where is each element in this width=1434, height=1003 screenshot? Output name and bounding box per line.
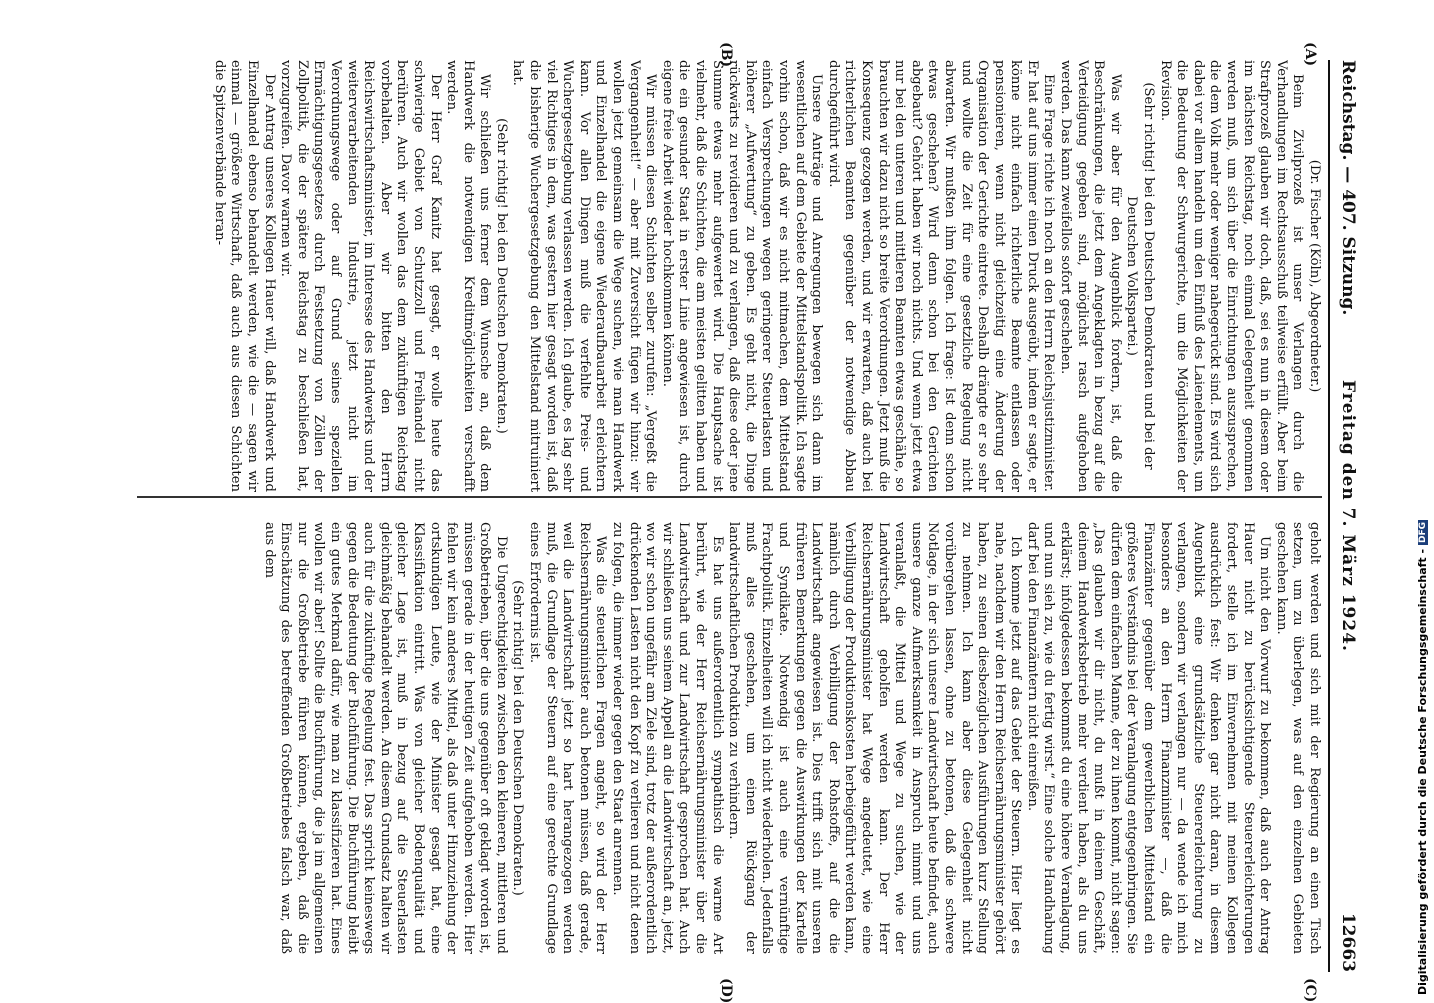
page-header [1330, 60, 1364, 972]
header-date: Freitag den 7. März 1924. [1338, 380, 1358, 652]
paragraph: Beim Zivilprozeß ist unser Verlangen durch die Verhandlungen im Rechtsausschuß teilweise erfüllt. Aber beim Strafprozeß glauben wir doch, daß, sei es nun in diesem oder im nächsten Reichstag, noch einmal Gelegenheit genommen werden muß, um sich über die Einrichtungen auszusprechen, die dem Volk mehr oder weniger nahegerückt sind. Es wird sich dabei vor allem handeln um den Einfluß des Laienelements, um die Bedeutung der Schwurgerichte, um die Möglichkeiten der Revision. [1157, 60, 1306, 492]
paragraph: geholt werden und sich mit der Regierung an einen Tisch setzen, um zu überlegen, was auf den einzelnen Gebieten geschehen kann. [1273, 522, 1322, 954]
margin-marker-d: (D) [718, 978, 734, 1003]
paragraph: Wir müssen diesen Schichten selber zurufen: „Vergeßt die Vergangenheit!“ — aber mit Zuversicht fügen wir hinzu: wir wollen jetzt gemeinsam die Wege suchen, wie man Handwerk und Einzelhandel die eigene Wiederaufbauarbeit erleichtern kann. Vor allen Dingen muß die verfehlte Preis- und Wuchergesetzgebung verlassen werden. Ich glaube, es lag sehr viel Richtiges in dem, was gestern hier gesagt worden ist, daß die bisherige Wuchergesetzgebung den Mittelstand mitruiniert hat. [510, 60, 659, 492]
paragraph: Was wir aber für den Augenblick fordern, ist, daß die Beschränkungen, die jetzt dem Angeklagten in bezug auf die Verteidigung gegeben sind, möglichst rasch aufgehoben werden. Das kann zweifellos sofort geschehen. [1058, 60, 1123, 492]
margin-marker-a: (A) [1302, 42, 1318, 67]
header-title: Reichstag. — 407. Sitzung. [1338, 60, 1358, 316]
paragraph: Ich komme jetzt auf das Gebiet der Steuern. Hier liegt es nahe, nachdem wir den Herrn Reichsernährungsminister gehört haben, zu seinen diesbezüglichen Ausführungen kurz Stellung zu nehmen. Ich kann aber diese Gelegenheit nicht vorübergehen lassen, ohne zu betonen, daß die schwere Notlage, in der sich unsere Landwirtschaft heute befindet, auch unsere ganze Aufmerksamkeit in Anspruch nimmt und uns veranlaßt, die Mittel und Wege zu suchen, wie der Landwirtschaft geholfen werden kann. Der Herr Reichsernährungsminister hat Wege angedeutet, wie eine Verbilligung der Produktionskosten herbeigeführt werden kann, nämlich durch Verbilligung der Rohstoffe, auf die die Landwirtschaft angewiesen ist. Dies trifft sich mit unseren früheren Bemerkungen gegen die Auswirkungen der Kartelle und Syndikate. Notwendig ist auch eine vernünftige Frachtpolitik. Einzelheiten will ich nicht wiederholen. Jedenfalls muß alles geschehen, um einen Rückgang der landwirtschaftlichen Produktion zu verhindern. [726, 522, 1024, 954]
paragraph: Es hat uns außerordentlich sympathisch die warme Art berührt, wie der Herr Reichsernährungsminister über die Landwirtschaft und zur Landwirtschaft gesprochen hat. Auch wir schließen uns seinem Appell an die Landwirtschaft an, jetzt, wo wir schon ungefähr am Ziele sind, trotz der außerordentlich drückenden Lasten nicht den Kopf zu verlieren und nicht denen zu folgen, die immer wieder gegen den Staat anrennen. [610, 522, 725, 954]
paragraph: Wir schließen uns ferner dem Wunsche an, daß dem Handwerk die notwendigen Kreditmöglichkeiten verschafft werden. [444, 60, 493, 492]
page-number: 12663 [1338, 912, 1358, 972]
paragraph: (Dr. Fischer (Köln), Abgeordneter.) [1307, 159, 1322, 393]
right-column [137, 522, 1322, 954]
paragraph: Was die steuerlichen Fragen angeht, so wird der Herr Reichsernährungsminister auch betonen müssen, daß gerade, weil die Landwirtschaft jetzt so hart herangezogen werden muß, die Grundlage der Steuern auf eine gerechte Grundlage eines Erfordernis ist. [527, 522, 609, 954]
paragraph: (Sehr richtig! bei den Deutschen Demokraten.) [510, 580, 526, 896]
header-rule [1328, 60, 1330, 972]
left-column [137, 60, 1322, 492]
margin-marker-b: (B) [718, 42, 734, 68]
paragraph: (Sehr richtig! bei den Deutschen Demokraten und bei der Deutschen Volkspartei.) [1124, 82, 1157, 470]
margin-marker-c: (C) [1302, 978, 1318, 1003]
paragraph: Um nicht den Vorwurf zu bekommen, daß auch der Antrag Hauer nicht zu berücksichtigende Steuererleichterungen fordert, stelle ich im Einvernehmen mit meinen Kollegen ausdrücklich fest: Wir denken gar nicht daran, in diesem Augenblick eine grundsätzliche Steuererleichterung zu verlangen, sondern wir verlangen nur — da wende ich mich besonders an den Herrn Finanzminister —, daß die Finanzämter gegenüber dem gewerblichen Mittelstand ein größeres Verständnis bei der Veranlagung entgegenbringen. Sie dürfen dem einfachen Manne, der zu ihnen kommt, nicht sagen: „Das glauben wir dir nicht, du mußt in deinem Geschäft, deinem Handwerksbetrieb mehr verdient haben, als du uns erklärst; infolgedessen bekommst du eine höhere Veranlagung, und nun sieh zu, wie du fertig wirst.“ Eine solche Handhabung darf bei den Finanzämtern nicht einreißen. [1024, 522, 1273, 954]
credit-text: Digitalisierung gefördert durch die Deutsche Forschungsgemeinschaft - [1416, 548, 1429, 995]
paragraph: Eine Frage richte ich noch an den Herrn Reichsjustizminister. Er hat auf uns immer einen Druck ausgeübt, indem er sagte, er könne nicht einfach richterliche Beamte entlassen oder pensionieren, wenn nicht gleichzeitig eine Änderung der Organisation der Gerichte eintrete. Deshalb drängte er so sehr und wollte die Zeit für eine gesetzliche Regelung nicht abwarten. Wir mußten ihm folgen. Ich frage: Ist denn schon etwas geschehen? Wird denn schon bei den Gerichten abgebaut? Gehört haben wir noch nichts. Und wenn jetzt etwa nur bei den unteren und mittleren Beamten etwas geschähe, so brauchten wir dazu nicht so breite Verordnungen. Jetzt muß die Konsequenz gezogen werden, und wir erwarten, daß auch bei richterlichen Beamten gegenüber der notwendige Abbau durchgeführt wird. [825, 60, 1057, 492]
dfg-logo: DFG [1418, 521, 1428, 543]
digitization-credit [1416, 520, 1429, 995]
column-divider [137, 496, 1322, 498]
paragraph: Unsere Anträge und Anregungen bewegen sich dann im wesentlichen auf dem Gebiete der Mittelstandspolitik. Ich sagte vorhin schon, daß wir es nicht mitmachen, dem Mittelstand einfach Versprechungen wegen geringerer Steuerlasten und höherer „Aufwertung“ zu geben. Es geht nicht, die Dinge rückwärts zu revidieren und zu verlangen, daß diese oder jene Summe etwas mehr aufgewertet wird. Die Hauptsache ist vielmehr, daß die Schichten, die am meisten gelitten haben und die ein gesunder Staat in erster Linie angewiesen ist, durch eigene freie Arbeit wieder hochkommen können. [659, 60, 825, 492]
paragraph: (Sehr richtig! bei den Deutschen Demokraten.) [493, 118, 509, 434]
paragraph: Der Herr Graf Kanitz hat gesagt, er wolle heute das schwierige Gebiet von Schutzzoll und Freihandel nicht berühren. Auch wir wollen das dem zukünftigen Reichstag vorbehalten. Aber wir bitten den Herrn Reichswirtschaftsminister, im Interesse des Handwerks und der weiterverarbeitenden Industrie, jetzt nicht im Verordnungswege oder auf Grund seines speziellen Ermächtigungsgesetzes durch Festsetzung von Zöllen der Zollpolitik, die der spätere Reichstag zu beschließen hat, vorzugreifen. Davor warnen wir. [278, 60, 443, 492]
paragraph: Die Ungerechtigkeiten zwischen den kleineren, mittleren und Großbetrieben, über die uns gegenüber oft geklagt worden ist, müssen gerade in der heutigen Zeit aufgehoben werden. Hier fehlen wir kein anderes Mittel, als daß unter Hinzuziehung der ortskundigen Leute, wie der Minister gesagt hat, eine Klassifikation eintritt. Was von gleicher Bodenqualität und gleicher Lage ist, muß in bezug auf die Steuerlasten gleichmäßig behandelt werden. An diesem Grundsatz halten wir auch für die zukünftige Regelung fest. Das spricht keineswegs gegen die Bedeutung der Buchführung. Die Buchführung bleibt ein gutes Merkmal dafür, wie man zu klassifizieren hat. Eines wollen wir aber! Sollte die Buchführung, die ja im allgemeinen nur die Großbetriebe führen können, ergeben, daß die Einschätzung des betreffenden Großbetriebes falsch war, daß aus dem [261, 522, 509, 954]
paragraph: Der Antrag unseres Kollegen Hauer will, daß Handwerk und Einzelhandel ebenso behandelt werden, wie die — sagen wir einmal — größere Wirtschaft, daß auch aus diesen Schichten die Spitzenverbände heran- [211, 60, 277, 492]
